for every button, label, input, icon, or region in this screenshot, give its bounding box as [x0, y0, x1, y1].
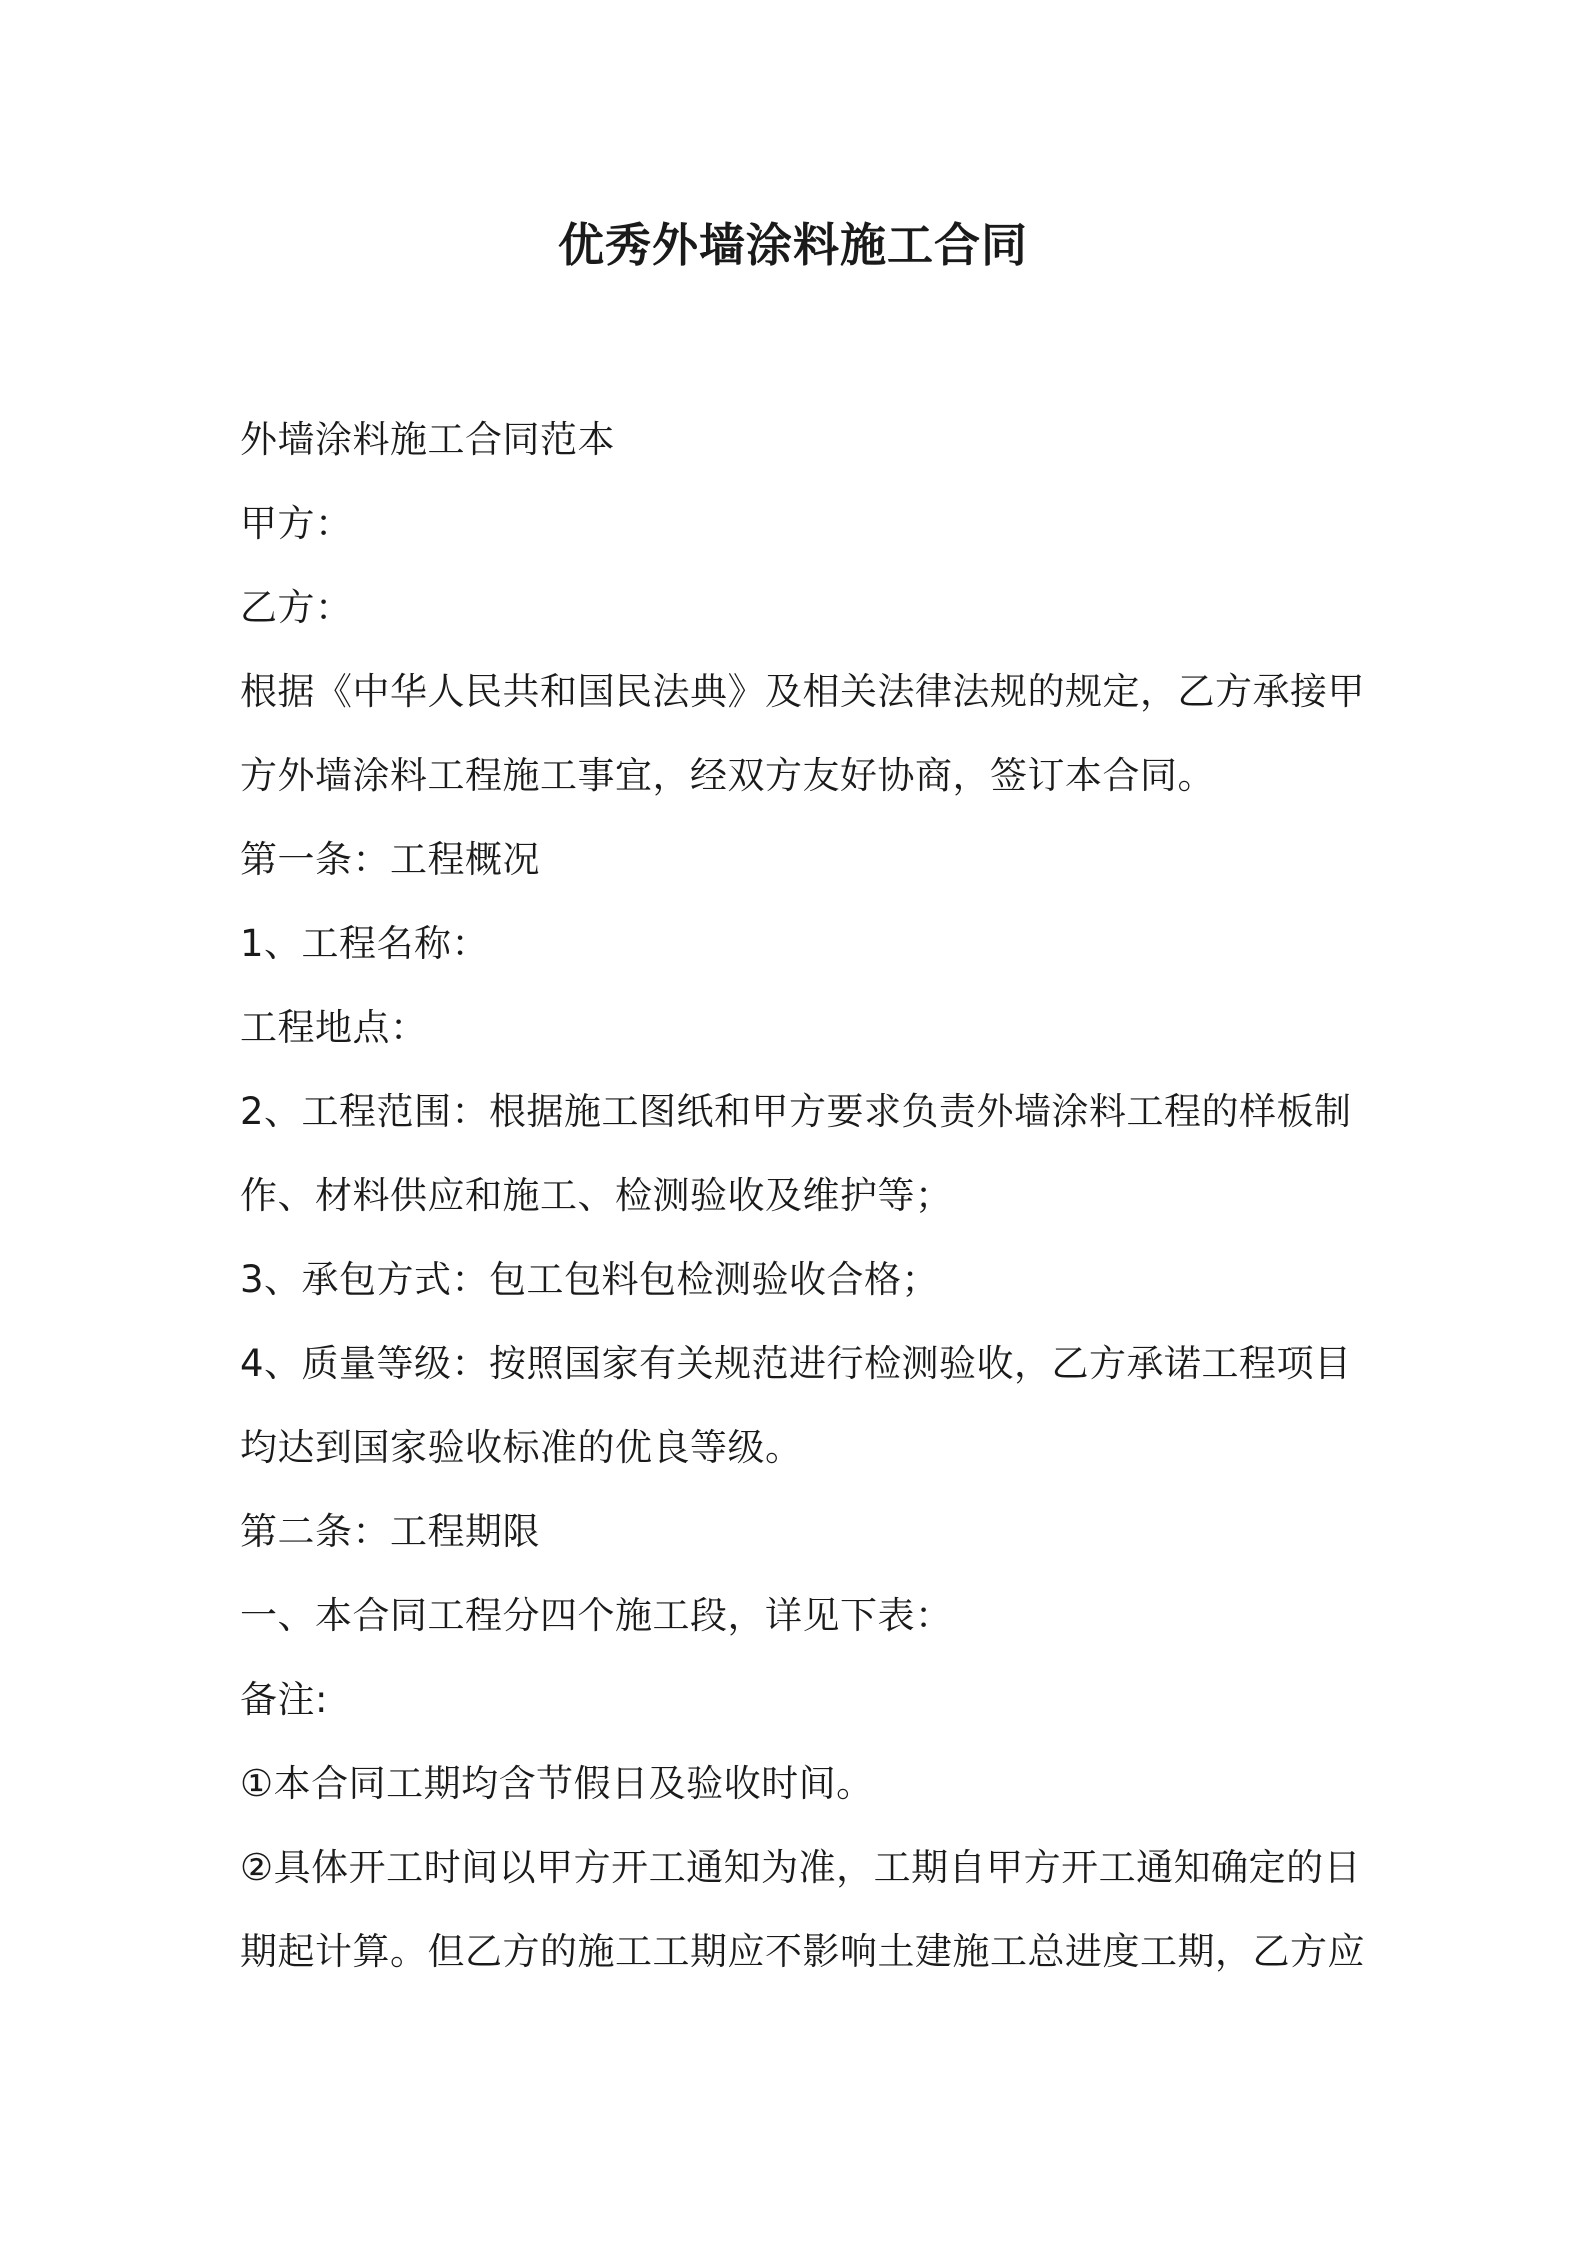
preamble-line: 根据《中华人民共和国民法典》及相关法律法规的规定，乙方承接甲 — [240, 670, 1365, 713]
clause-line: 均达到国家验收标准的优良等级。 — [240, 1426, 803, 1469]
party-b-line: 乙方： — [240, 586, 353, 629]
preamble-line: 方外墙涂料工程施工事宜，经双方友好协商，签订本合同。 — [240, 754, 1215, 797]
note-heading: 备注: — [240, 1678, 328, 1721]
clause-line: 作、材料供应和施工、检测验收及维护等； — [240, 1174, 953, 1217]
clause-line: 2、工程范围：根据施工图纸和甲方要求负责外墙涂料工程的样板制 — [240, 1090, 1352, 1133]
clause-line: 3、承包方式：包工包料包检测验收合格； — [240, 1258, 940, 1301]
clause-line: 一、本合同工程分四个施工段，详见下表： — [240, 1594, 953, 1637]
party-a-line: 甲方： — [240, 502, 353, 545]
document-title: 优秀外墙涂料施工合同 — [558, 218, 1028, 272]
article-heading: 第二条：工程期限 — [240, 1510, 540, 1553]
article-heading: 第一条：工程概况 — [240, 838, 540, 881]
clause-line: 工程地点： — [240, 1006, 428, 1049]
note-line: ②具体开工时间以甲方开工通知为准，工期自甲方开工通知确定的日 — [240, 1846, 1362, 1889]
clause-line: 1、工程名称： — [240, 922, 490, 965]
note-line: ①本合同工期均含节假日及验收时间。 — [240, 1762, 874, 1805]
document-body — [240, 398, 1365, 1994]
subtitle-line: 外墙涂料施工合同范本 — [240, 418, 615, 461]
clause-line: 4、质量等级：按照国家有关规范进行检测验收，乙方承诺工程项目 — [240, 1342, 1352, 1385]
note-line: 期起计算。但乙方的施工工期应不影响土建施工总进度工期，乙方应 — [240, 1930, 1365, 1973]
